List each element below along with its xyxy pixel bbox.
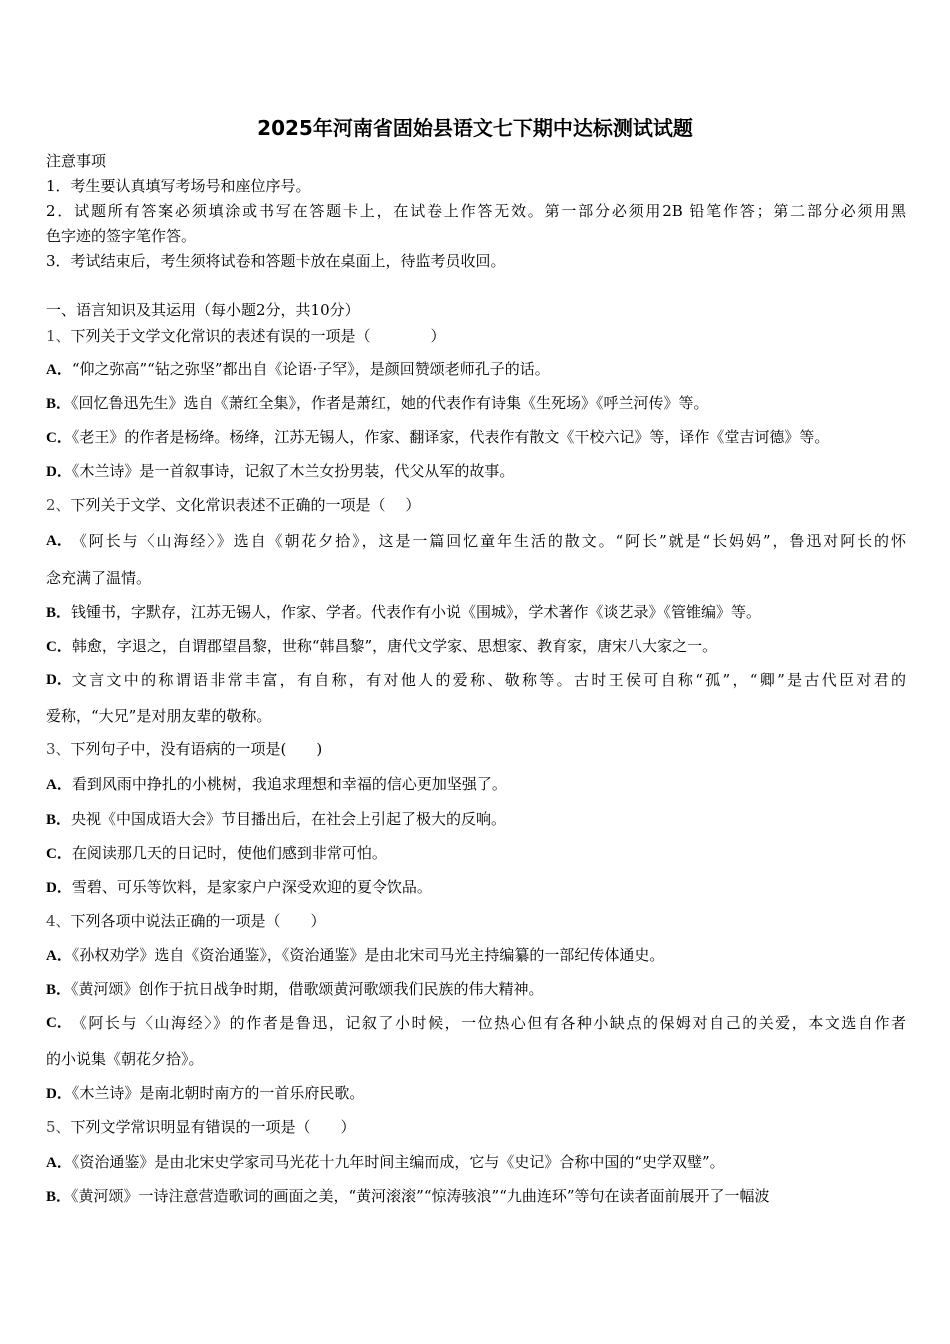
option-label: D． [46, 880, 72, 896]
option-label: B． [46, 982, 72, 998]
option-text: 念充满了温情。 [46, 569, 152, 587]
question-stem [46, 326, 446, 346]
option-text: 爱称，“大兄”是对朋友辈的敬称。 [46, 707, 272, 725]
question-number: 3、 [46, 740, 71, 758]
question-stem [46, 495, 420, 515]
option-text: 《阿长与〈山海经〉》选自《朝花夕拾》，这是一篇回忆童年生活的散文。“阿长”就是“长妈妈”，鲁迅对阿长的怀 [71, 532, 906, 550]
option-label: B． [46, 605, 72, 621]
option-text: 《黄河颂》创作于抗日战争时期，借歌颂黄河歌颂我们民族的伟大精神。 [71, 980, 544, 998]
option-text: “仰之弥高”“钻之弥坚”都出自《论语·子罕》，是颜回赞颂老师孔子的话。 [71, 360, 550, 378]
option-line [46, 1152, 725, 1173]
option-label: C． [46, 846, 72, 862]
option-line [46, 359, 550, 380]
option-text: 《木兰诗》是南北朝时南方的一首乐府民歌。 [71, 1084, 365, 1102]
option-label: C． [46, 1015, 72, 1031]
option-text: 《黄河颂》一诗注意营造歌词的画面之美，“黄河滚滚”“惊涛骇浪”“九曲连环”等句在读者面前展开了一幅波 [71, 1187, 770, 1205]
option-label: A． [46, 948, 72, 964]
option-line [46, 1049, 204, 1069]
option-text: 《阿长与〈山海经〉》的作者是鲁迅，记叙了小时候，一位热心但有各种小缺点的保姆对自己的关爱，本文选自作者 [71, 1014, 906, 1032]
option-line [46, 636, 717, 657]
option-label: D． [46, 672, 72, 688]
option-line [46, 461, 514, 482]
option-label: C． [46, 430, 72, 446]
option-line [46, 843, 387, 864]
option-line [46, 877, 432, 898]
option-label: A． [46, 362, 72, 378]
question-text: 下列关于文学、文化常识表述不正确的一项是（ ） [70, 496, 421, 514]
question-number: 2、 [46, 496, 71, 514]
option-label: B． [46, 396, 72, 412]
option-line [46, 670, 906, 690]
option-label: A． [46, 777, 72, 793]
option-line [46, 706, 271, 726]
option-text: 韩愈，字退之，自谓郡望昌黎，世称“韩昌黎”，唐代文学家、思想家、教育家，唐宋八大家之一。 [71, 637, 718, 655]
option-line [46, 427, 829, 448]
option-text: 《老王》的作者是杨绛。杨绛，江苏无锡人，作家、翻译家，代表作有散文《干校六记》等，译作《堂吉诃德》等。 [71, 428, 830, 446]
question-text: 下列各项中说法正确的一项是（ ） [70, 912, 326, 930]
option-text: 钱锺书，字默存，江苏无锡人，作家、学者。代表作有小说《围城》，学术著作《谈艺录》《管锥编》等。 [71, 603, 762, 621]
option-label: C． [46, 639, 72, 655]
option-line [46, 531, 906, 551]
option-label: A． [46, 533, 72, 549]
option-text: 《孙权劝学》选自《资治通鉴》，《资治通鉴》是由北宋司马光主持编纂的一部纪传体通史。 [71, 946, 665, 964]
option-text: 《回忆鲁迅先生》选自《萧红全集》，作者是萧红，她的代表作有诗集《生死场》《呼兰河传》等。 [71, 394, 709, 412]
option-line [46, 602, 761, 623]
notice-heading: 注意事项 [46, 152, 107, 170]
page-title: 2025年河南省固始县语文七下期中达标测试试题 [257, 116, 693, 140]
option-label: B． [46, 812, 72, 828]
option-text: 雪碧、可乐等饮料，是家家户户深受欢迎的夏令饮品。 [71, 878, 432, 896]
question-text: 下列文学常识明显有错误的一项是（ ） [70, 1118, 356, 1136]
option-text: 《木兰诗》是一首叙事诗，记叙了木兰女扮男装，代父从军的故事。 [71, 462, 515, 480]
question-text: 下列关于文学文化常识的表述有误的一项是（ ） [70, 327, 446, 345]
question-text: 下列句子中，没有语病的一项是( ) [70, 740, 323, 758]
question-stem [46, 739, 322, 759]
notice-item: 2．试题所有答案必须填涂或书写在答题卡上，在试卷上作答无效。第一部分必须用2B 铅笔作答；第二部分必须用黑 [46, 202, 906, 220]
option-line [46, 1083, 364, 1104]
question-stem [46, 911, 326, 931]
section-heading: 一、语言知识及其运用（每小题2分，共10分） [46, 301, 360, 319]
option-line [46, 568, 151, 588]
notice-item: 色字迹的签字笔作答。 [46, 227, 197, 245]
question-number: 4、 [46, 912, 71, 930]
option-label: D． [46, 464, 72, 480]
option-text: 在阅读那几天的日记时，使他们感到非常可怕。 [71, 844, 387, 862]
option-text: 文言文中的称谓语非常丰富，有自称，有对他人的爱称、敬称等。古时王侯可自称“孤”，“卿”是古代臣对君的 [71, 671, 906, 689]
notice-item: 3．考试结束后，考生须将试卷和答题卡放在桌面上，待监考员收回。 [46, 252, 506, 270]
option-line [46, 1186, 770, 1207]
option-label: B． [46, 1189, 72, 1205]
notice-item: 1．考生要认真填写考场号和座位序号。 [46, 177, 311, 195]
option-line [46, 809, 506, 830]
option-text: 看到风雨中挣扎的小桃树，我追求理想和幸福的信心更加坚强了。 [71, 775, 507, 793]
option-text: 《资治通鉴》是由北宋史学家司马光花十九年时间主编而成，它与《史记》合称中国的“史学双璧”。 [71, 1153, 725, 1171]
option-line [46, 945, 664, 966]
option-text: 央视《中国成语大会》节目播出后，在社会上引起了极大的反响。 [71, 810, 507, 828]
option-line [46, 979, 544, 1000]
question-number: 5、 [46, 1118, 71, 1136]
option-line [46, 1013, 906, 1033]
option-label: D． [46, 1086, 72, 1102]
option-label: A． [46, 1155, 72, 1171]
option-line [46, 393, 709, 414]
question-stem [46, 1117, 356, 1137]
option-text: 的小说集《朝花夕拾》。 [46, 1050, 204, 1068]
option-line [46, 774, 507, 795]
question-number: 1、 [46, 327, 71, 345]
